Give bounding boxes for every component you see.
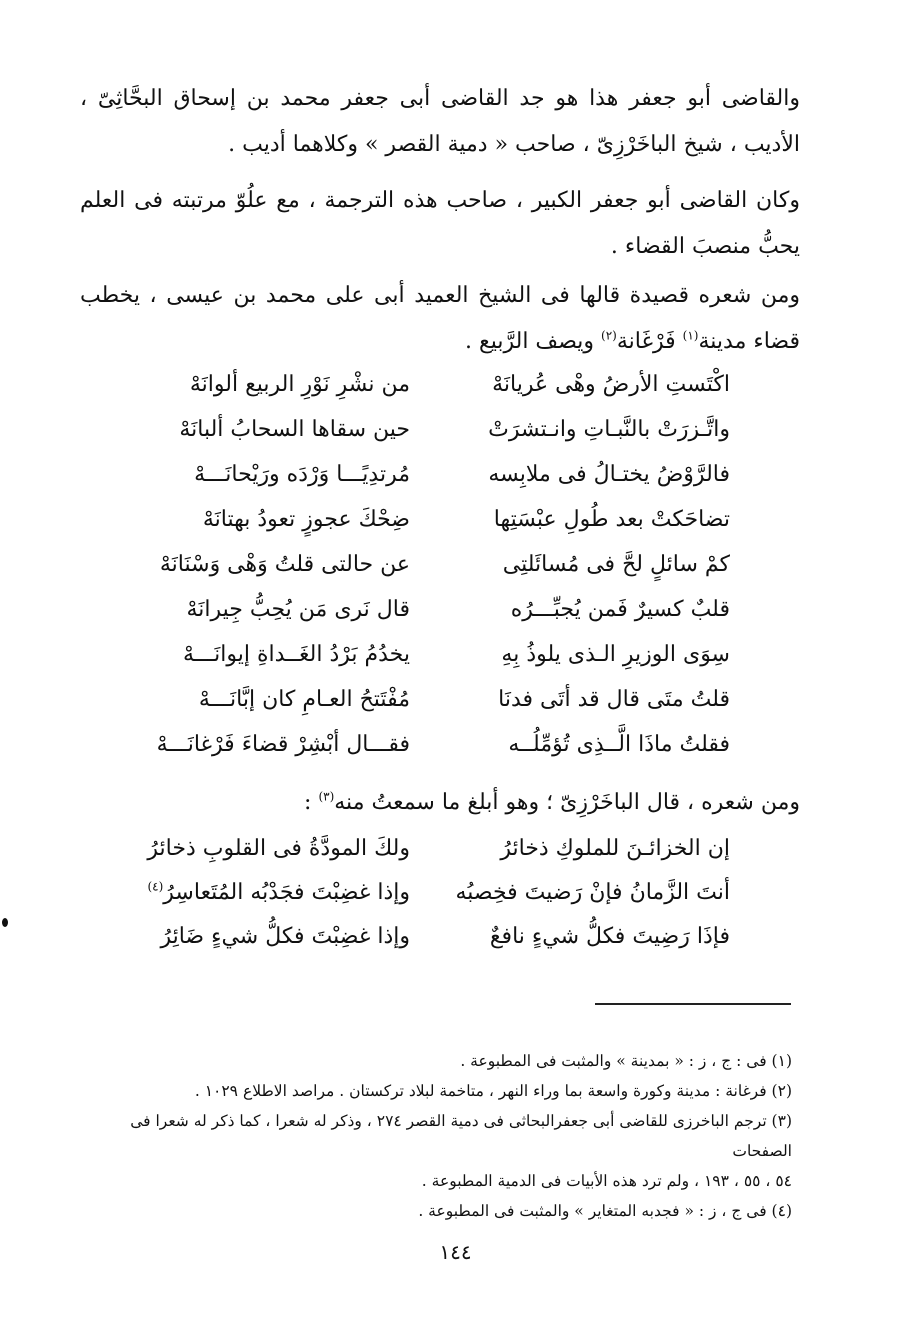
verse-line [110,870,730,914]
first-hemistich: فإذَا رَضِيتَ فكلُّ شيءٍ نافعٌ [489,923,730,949]
verse-line [110,914,730,958]
footnote: (٤) فى ج ، ز : « فجدبه المتغاير » والمثبت فى المطبوعة . [418,1202,792,1220]
paragraph-text [80,780,800,826]
verse-line [110,407,730,452]
second-hemistich [110,880,410,905]
verse-line [110,587,730,632]
footnote: (٣) ترجم الباخرزى للقاضى أبى جعفرالبحاثى فى دمية القصر ٢٧٤ ، وذكر له شعرا ، كما ذكر له شعرا فى الصفحات [130,1112,792,1160]
footnote: (١) فى : ج ، ز : « بمدينة » والمثبت فى المطبوعة . [460,1052,792,1070]
first-hemistich: واتَّـزرَتْ بالنَّبـاتِ وانـتشرَتْ [488,417,730,442]
footnote-divider [595,1003,791,1005]
second-hemistich: من نشْرِ نَوْرِ الربيع ألوانَهْ [189,372,410,397]
second-hemistich: يخدُمُ بَرْدُ الغَــداةِ إيوانَـــهْ [182,642,410,667]
first-hemistich: قلبٌ كسيرٌ فَمن يُجبِّـــرُه [510,597,730,622]
paragraph-text [80,273,800,365]
footnote: ٥٤ ، ٥٥ ، ١٩٣ ، ولم ترد هذه الأبيات فى الدمية المطبوعة . [421,1172,792,1190]
footnote-ref-3: (٣) [318,789,335,804]
poem-treasures [110,826,730,958]
scan-mark [2,918,8,927]
paragraph-second-poem-intro [80,780,800,826]
footnote-ref-1: (١) [682,328,699,343]
paragraph-judgeship [80,178,800,270]
paragraph-poem-intro [80,273,800,365]
paragraph-text: والقاضى أبو جعفر هذا هو جد القاضى أبى جعفر محمد بن إسحاق البحَّاثِىّ ، الأديب ، شيخ الباخَرْزِىّ ، صاحب « دمية القصر » وكلاهما أديب . [80,86,800,157]
intro-text: فَرْغَانة [616,329,683,354]
verse-line [110,722,730,767]
second-hemistich: عن حالتى قلتُ وَهْى وَسْنَانَهْ [159,552,410,577]
first-hemistich: أنتَ الزَّمانُ فإنْ رَضيتَ فخِصبُه [455,879,730,905]
verse-line [110,677,730,722]
hemistich-text: ولكَ المودَّةُ فى القلوبِ ذخائرُ [147,835,410,861]
second-hemistich: حين سقاها السحابُ ألبانَهْ [179,417,410,442]
verse-line [110,542,730,587]
second-hemistich: قال نَرى مَن يُحِبُّ جِيرانَهْ [186,597,410,622]
second-hemistich [110,836,410,861]
poem-spring [110,362,730,767]
intro-text: : [304,790,319,815]
first-hemistich: قلتُ متَى قال قد أتَى فدنَا [498,687,730,712]
second-hemistich: مُفْتَتحُ العـامِ كان إبَّانَـــهْ [198,687,410,712]
hemistich-text: وإذا غضِبْتَ فكلُّ شيءٍ ضَائِرُ [160,923,410,949]
first-hemistich: اكْتَستِ الأرضُ وهْى عُريانَهْ [492,372,730,397]
footnote-ref-4: (٤) [147,879,164,894]
page-number: ١٤٤ [439,1240,472,1264]
first-hemistich: إن الخزائـنَ للملوكِ ذخائرُ [500,835,730,861]
verse-line [110,362,730,407]
footnote-ref-2: (٢) [601,328,617,343]
intro-text: ومن شعره ، قال الباخَرْزِىّ ؛ وهو أبلغ ما سمعتُ منه [334,790,800,815]
second-hemistich: فقـــال أبْشِرْ قضاءَ فَرْغانَـــهْ [156,732,410,757]
verse-line [110,826,730,870]
first-hemistich: فقلتُ ماذَا الَّــذِى تُؤمِّلُــه [508,732,730,757]
second-hemistich [110,924,410,949]
second-hemistich: ضِحْكَ عجوزٍ تعودُ بهتانَهْ [202,507,410,532]
first-hemistich: فالرَّوْضُ يختـالُ فى ملابِسه [488,462,730,487]
paragraph-text: وكان القاضى أبو جعفر الكبير ، صاحب هذه الترجمة ، مع علُوّ مرتبته فى العلم يحبُّ منصبَ القضاء . [80,188,800,259]
paragraph-lineage [80,76,800,168]
first-hemistich: تضاحَكتْ بعد طُولِ عبْسَتِها [493,507,730,532]
intro-text: ويصف الرَّبيع . [465,329,602,354]
first-hemistich: كمْ سائلٍ لحَّ فى مُسائَلتِى [502,552,730,577]
first-hemistich: سِوَى الوزيرِ الـذى يلوذُ بِهِ [501,642,730,667]
intro-text: ومن شعره قصيدة قالها فى الشيخ العميد أبى على محمد بن عيسى ، يخطب قضاء مدينة [80,283,800,354]
second-hemistich: مُرتدِيًـــا وَرْدَه ورَيْحانَـــهْ [194,462,410,487]
hemistich-text: وإذا غضِبْتَ فجَدْبُه المُتَعاسِرُ [163,879,410,905]
verse-line [110,632,730,677]
footnotes [72,1046,792,1226]
verse-line [110,497,730,542]
footnote: (٢) فرغانة : مدينة وكورة واسعة بما وراء النهر ، متاخمة لبلاد تركستان . مراصد الاطلاع ١٠٢٩ . [194,1082,792,1100]
verse-line [110,452,730,497]
